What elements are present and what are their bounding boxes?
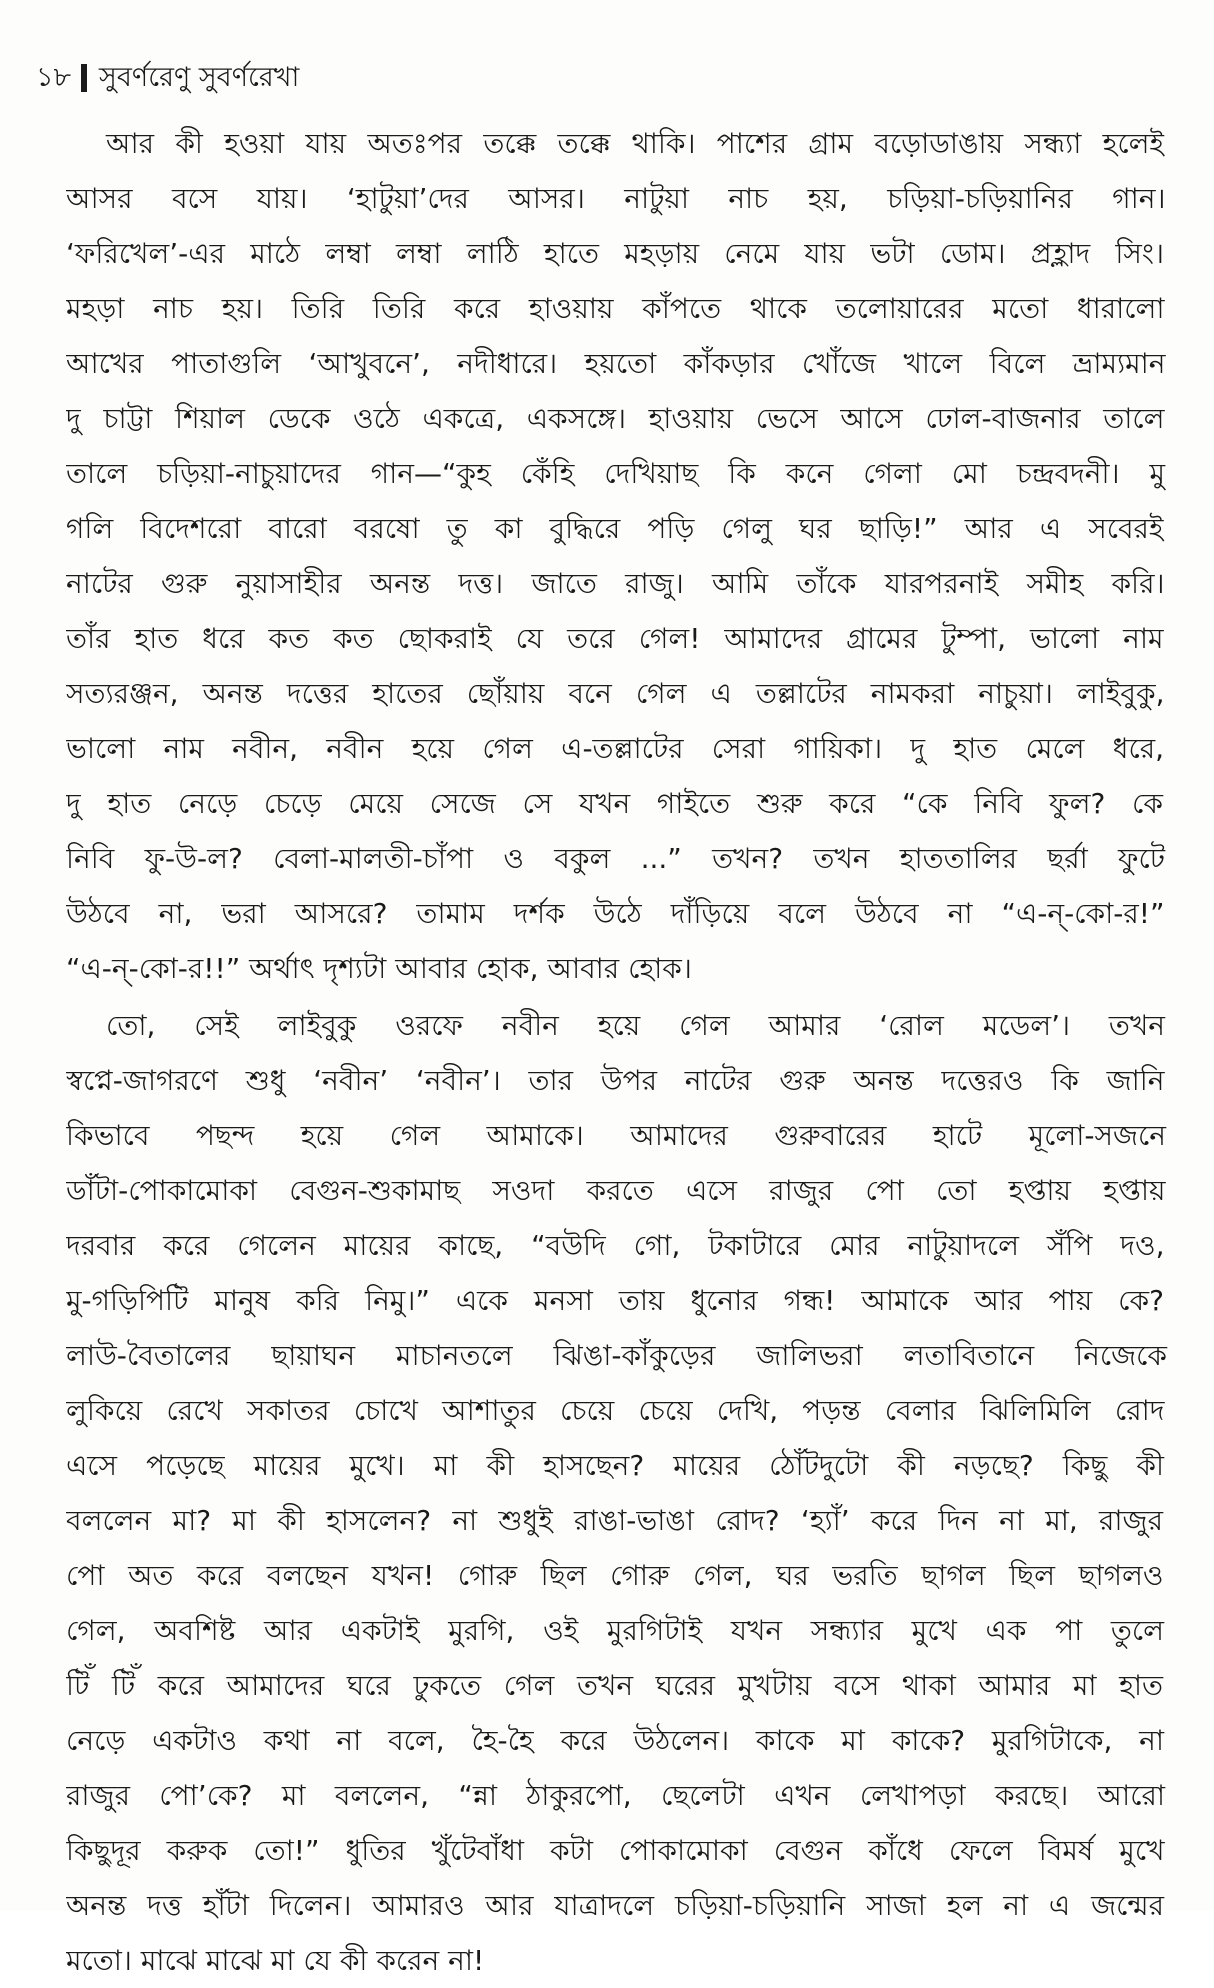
text-line: তালে চড়িয়া-নাচুয়াদের গান—“কুহ কেঁহি দেখিয়াছ কি কনে গেলা মো চন্দ্রবদনী। মু	[66, 457, 1165, 490]
text-line: মু-গড়িপিটি মানুষ করি নিমু।” একে মনসা তায় ধুনোর গন্ধ! আমাকে আর পায় কে?	[66, 1284, 1164, 1317]
header-separator-bar	[81, 64, 87, 92]
text-line: লুকিয়ে রেখে সকাতর চোখে আশাতুর চেয়ে চেয়ে দেখি, পড়ন্ত বেলার ঝিলিমিলি রোদ	[66, 1394, 1165, 1427]
text-line: কিভাবে পছন্দ হয়ে গেল আমাকে। আমাদের গুরুবারের হাটে মূলো-সজনে	[66, 1119, 1166, 1152]
text-line: গলি বিদেশরো বারো বরষো তু কা বুদ্ধিরে পড়ি গেলু ঘর ছাড়ি!” আর এ সবেরই	[66, 512, 1164, 545]
text-line: নেড়ে একটাও কথা না বলে, হৈ-হৈ করে উঠলেন। কাকে মা কাকে? মুরগিটাকে, না	[66, 1724, 1164, 1757]
text-line: এসে পড়েছে মায়ের মুখে। মা কী হাসছেন? মায়ের ঠোঁটদুটো কী নড়ছে? কিছু কী	[66, 1449, 1164, 1482]
text-line: আর কী হওয়া যায় অতঃপর তক্কে তক্কে থাকি। পাশের গ্রাম বড়োডাঙায় সন্ধ্যা হলেই	[106, 127, 1164, 160]
text-line: গেল, অবশিষ্ট আর একটাই মুরগি, ওই মুরগিটাই যখন সন্ধ্যার মুখে এক পা তুলে	[66, 1614, 1164, 1647]
text-line: “এ-ন্-কো-র!!” অর্থাৎ দৃশ্যটা আবার হোক, আবার হোক।	[66, 952, 692, 985]
book-title: সুবর্ণরেণু সুবর্ণরেখা	[99, 62, 300, 93]
text-line: টিঁ টিঁ করে আমাদের ঘরে ঢুকতে গেল তখন ঘরের মুখটায় বসে থাকা আমার মা হাত	[66, 1669, 1163, 1702]
text-line: দু চাট্টা শিয়াল ডেকে ওঠে একত্রে, একসঙ্গে। হাওয়ায় ভেসে আসে ঢোল-বাজনার তালে	[66, 402, 1165, 435]
page-number: ১৮	[36, 62, 72, 93]
text-line: দরবার করে গেলেন মায়ের কাছে, “বউদি গো, টকাটারে মোর নাটুয়াদলে সঁপি দও,	[66, 1229, 1165, 1262]
text-line: স্বপ্নে-জাগরণে শুধু ‘নবীন’ ‘নবীন’। তার উপর নাটের গুরু অনন্ত দত্তেরও কি জানি	[66, 1064, 1165, 1097]
text-line: নাটের গুরু নুয়াসাহীর অনন্ত দত্ত। জাতে রাজু। আমি তাঁকে যারপরনাই সমীহ করি।	[66, 567, 1165, 600]
text-line: ডাঁটা-পোকামোকা বেগুন-শুকামাছ সওদা করতে এসে রাজুর পো তো হপ্তায় হপ্তায়	[66, 1174, 1166, 1207]
body-text	[66, 116, 1170, 1988]
text-line: রাজুর পো’কে? মা বললেন, “ন্না ঠাকুরপো, ছেলেটা এখন লেখাপড়া করছে। আরো	[66, 1779, 1165, 1812]
text-line: উঠবে না, ভরা আসরে? তামাম দর্শক উঠে দাঁড়িয়ে বলে উঠবে না “এ-ন্-কো-র!”	[66, 897, 1165, 930]
text-line: আখের পাতাগুলি ‘আখুবনে’, নদীধারে। হয়তো কাঁকড়ার খোঁজে খালে বিলে ভ্রাম্যমান	[66, 347, 1166, 380]
text-line: বললেন মা? মা কী হাসলেন? না শুধুই রাঙা-ভাঙা রোদ? ‘হ্যাঁ’ করে দিন না মা, রাজুর	[66, 1504, 1163, 1537]
text-line: মহড়া নাচ হয়। তিরি তিরি করে হাওয়ায় কাঁপতে থাকে তলোয়ারের মতো ধারালো	[66, 292, 1165, 325]
paragraph-1	[66, 116, 1170, 996]
text-line: তো, সেই লাইবুকু ওরফে নবীন হয়ে গেল আমার ‘রোল মডেল’। তখন	[106, 1009, 1165, 1042]
paragraph-2	[66, 998, 1170, 1988]
text-line: সত্যরঞ্জন, অনন্ত দত্তের হাতের ছোঁয়ায় বনে গেল এ তল্লাটের নামকরা নাচুয়া। লাইবুকু,	[66, 677, 1165, 710]
text-line: পো অত করে বলছেন যখন! গোরু ছিল গোরু গেল, ঘর ভরতি ছাগল ছিল ছাগলও	[66, 1559, 1164, 1592]
text-line: দু হাত নেড়ে চেড়ে মেয়ে সেজে সে যখন গাইতে শুরু করে “কে নিবি ফুল? কে	[66, 787, 1163, 820]
text-line: ‘ফরিখেল’-এর মাঠে লম্বা লম্বা লাঠি হাতে মহড়ায় নেমে যায় ভটা ডোম। প্রহ্লাদ সিং।	[66, 237, 1164, 270]
text-line: নিবি ফু-উ-ল? বেলা-মালতী-চাঁপা ও বকুল ...” তখন? তখন হাততালির ছর্রা ফুটে	[66, 842, 1165, 875]
running-head	[36, 58, 299, 98]
text-line: অনন্ত দত্ত হাঁটা দিলেন। আমারও আর যাত্রাদলে চড়িয়া-চড়িয়ানি সাজা হল না এ জন্মের	[66, 1889, 1164, 1922]
text-line: আসর বসে যায়। ‘হাটুয়া’দের আসর। নাটুয়া নাচ হয়, চড়িয়া-চড়িয়ানির গান।	[66, 182, 1166, 215]
text-line: ভালো নাম নবীন, নবীন হয়ে গেল এ-তল্লাটের সেরা গায়িকা। দু হাত মেলে ধরে,	[66, 732, 1164, 765]
text-line: কিছুদূর করুক তো!” ধুতির খুঁটেবাঁধা কটা পোকামোকা বেগুন কাঁধে ফেলে বিমর্ষ মুখে	[66, 1834, 1165, 1867]
text-line: লাউ-বৈতালের ছায়াঘন মাচানতলে ঝিঙা-কাঁকুড়ের জালিভরা লতাবিতানে নিজেকে	[66, 1339, 1167, 1372]
text-line: মতো। মাঝে মাঝে মা যে কী করেন না!	[66, 1944, 485, 1977]
text-line: তাঁর হাত ধরে কত কত ছোকরাই যে তরে গেল! আমাদের গ্রামের টুম্পা, ভালো নাম	[66, 622, 1164, 655]
